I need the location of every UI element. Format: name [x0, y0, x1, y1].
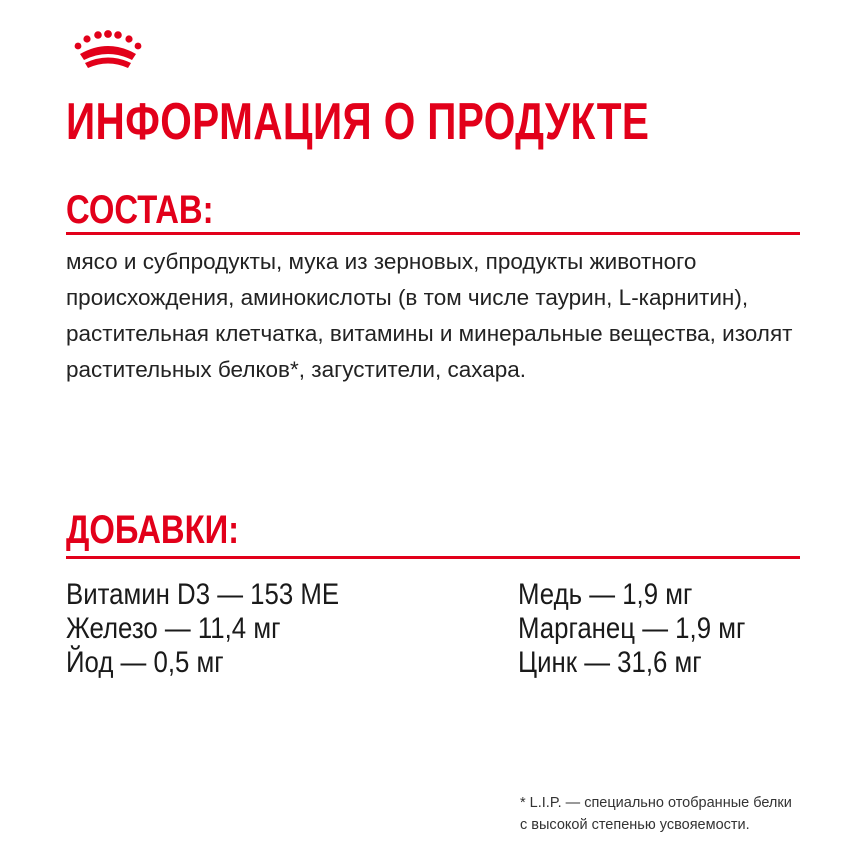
- footnote-line: с высокой степенью усвояемости.: [520, 817, 750, 833]
- section-divider: [66, 232, 800, 235]
- additive-item: Марганец — 1,9 мг: [518, 612, 746, 645]
- additive-item: Йод — 0,5 мг: [66, 646, 224, 679]
- additives-list-right: [518, 578, 782, 680]
- additives-heading: ДОБАВКИ:: [66, 508, 240, 552]
- footnote-line: * L.I.P. — специально отобранные белки: [520, 795, 792, 811]
- additive-item: Цинк — 31,6 мг: [518, 646, 702, 679]
- additive-item: Медь — 1,9 мг: [518, 578, 693, 611]
- section-divider: [66, 556, 800, 559]
- additives-list-left: [66, 578, 384, 680]
- additive-item: Железо — 11,4 мг: [66, 612, 281, 645]
- footnote: [520, 792, 792, 836]
- composition-text: мясо и субпродукты, мука из зерновых, продукты животного происхождения, аминокислоты (в том числе таурин, L-карнитин), растительная клетчатка, витамины и минеральные вещества, изолят растительных белков*, загустители, сахара.: [66, 249, 793, 382]
- page-title: ИНФОРМАЦИЯ О ПРОДУКТЕ: [66, 93, 650, 151]
- composition-heading: СОСТАВ:: [66, 188, 214, 232]
- additive-item: Витамин D3 — 153 МЕ: [66, 578, 340, 611]
- crown-icon: [72, 30, 144, 74]
